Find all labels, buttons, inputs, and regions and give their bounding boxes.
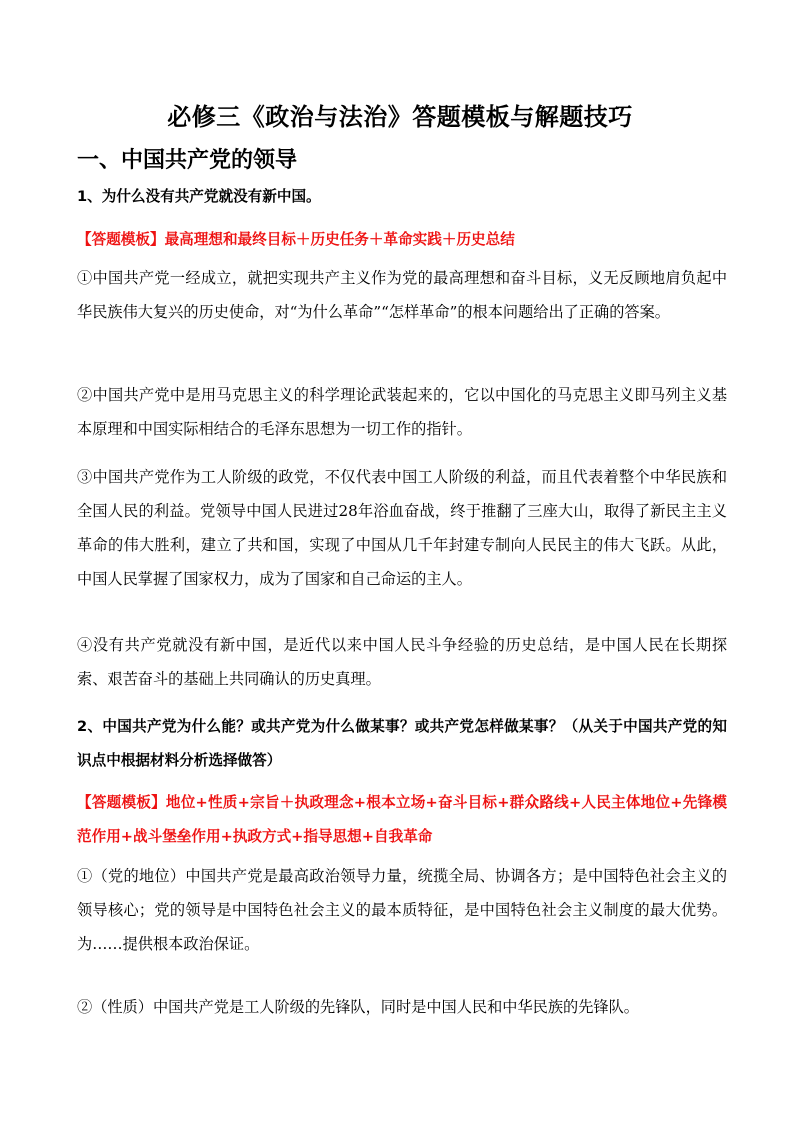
question-2: 2、中国共产党为什么能？或共产党为什么做某事？或共产党怎样做某事？（从关于中国共产党的知识点中根据材料分析选择做答） — [77, 718, 727, 769]
answer-point: ③中国共产党作为工人阶级的政党，不仅代表中国工人阶级的利益，而且代表着整个中华民族和全国人民的利益。党领导中国人民进过28年浴血奋战，终于推翻了三座大山，取得了新民主主义革命的伟大胜利，建立了共和国，实现了中国从几千年封建专制向人民民主的伟大飞跃。从此，中国人民掌握了国家权力，成为了国家和自己命运的主人。 — [77, 468, 727, 588]
answer-point: ①（党的地位）中国共产党是最高政治领导力量，统揽全局、协调各方；是中国特色社会主义的领导核心；党的领导是中国特色社会主义的最本质特征，是中国特色社会主义制度的最大优势。为……提供根本政治保证。 — [77, 867, 727, 953]
question-1: 1、为什么没有共产党就没有新中国。 — [77, 188, 321, 205]
answer-point: ①中国共产党一经成立，就把实现共产主义作为党的最高理想和奋斗目标，义无反顾地肩负起中华民族伟大复兴的历史使命，对“为什么革命”“怎样革命”的根本问题给出了正确的答案。 — [77, 269, 727, 321]
document-title: 必修三《政治与法治》答题模板与解题技巧 — [167, 103, 633, 131]
answer-point: ②（性质）中国共产党是工人阶级的先锋队，同时是中国人民和中华民族的先锋队。 — [77, 998, 639, 1016]
answer-template-2: 【答题模板】地位+性质+宗旨＋执政理念+根本立场+奋斗目标+群众路线+人民主体地位+先锋模范作用+战斗堡垒作用+执政方式+指导思想+自我革命 — [77, 794, 727, 845]
answer-point: ④没有共产党就没有新中国，是近代以来中国人民斗争经验的历史总结，是中国人民在长期探索、艰苦奋斗的基础上共同确认的历史真理。 — [77, 636, 727, 688]
answer-point: ②中国共产党中是用马克思主义的科学理论武装起来的，它以中国化的马克思主义即马列主义基本原理和中国实际相结合的毛泽东思想为一切工作的指针。 — [77, 386, 727, 438]
section-heading: 一、中国共产党的领导 — [77, 148, 298, 173]
answer-template-1: 【答题模板】最高理想和最终目标＋历史任务＋革命实践＋历史总结 — [77, 231, 515, 248]
